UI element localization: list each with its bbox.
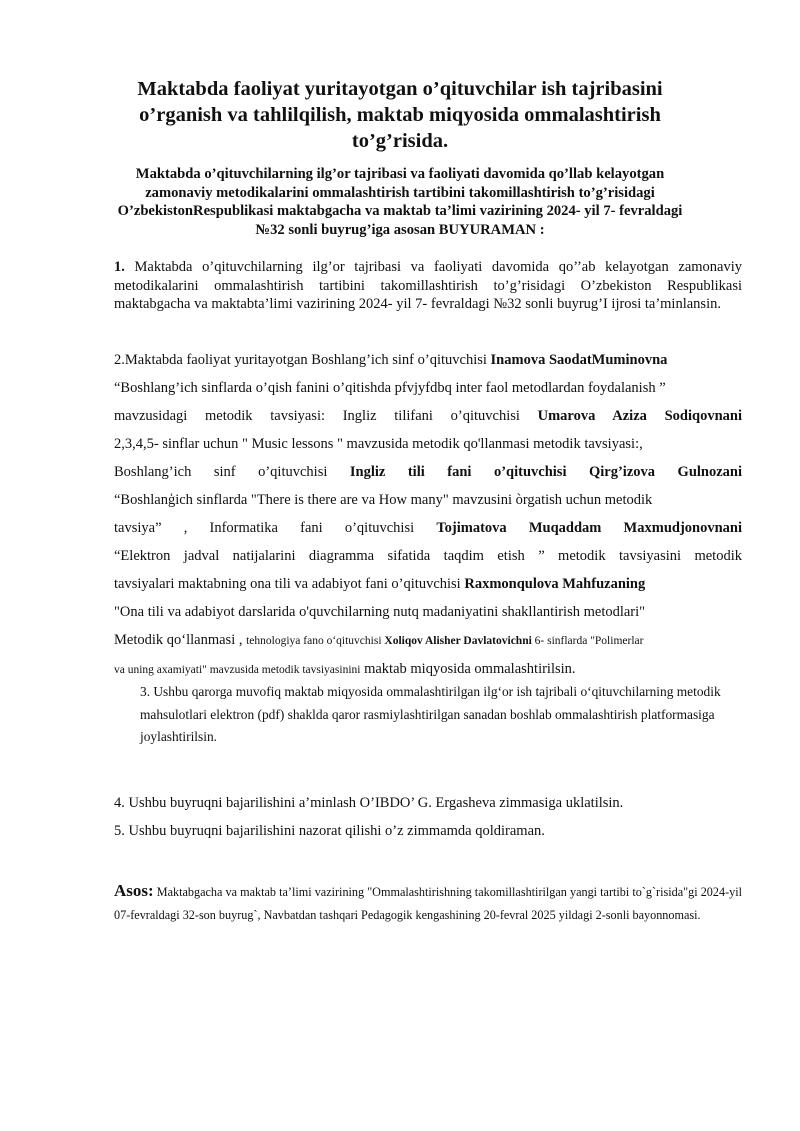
item-2-line-11-small-2: 6- sinflarda "Polimerlar xyxy=(531,635,644,647)
title-line-1: Maktabda faoliyat yuritayotgan o’qituvchilar ish tajribasini xyxy=(137,78,663,100)
teacher-name-raxmonqulova: Raxmonqulova Mahfuzaning xyxy=(464,576,646,592)
teacher-name-xoliqov: Xoliqov Alisher Davlatovichni xyxy=(384,635,532,647)
title-line-2: o’rganish va tahlilqilish, maktab miqyosida ommalashtirish xyxy=(139,104,661,126)
item-1-text: Maktabda o’qituvchilarning ilg’or tajribasi va faoliyati davomida qo’’ab kelayotgan zamonaviy metodikalarini ommalashtirish tartibini takomillashtirish to’g’risidagi O’zbekiston Respublikasi maktabgacha va maktabta’limi vazirining 2024- yil 7- fevraldagi №32 sonli buyrug’I ijrosi ta’minlansin. xyxy=(114,259,742,312)
item-2-line-5-text: Boshlang’ich sinf o’qituvchisi xyxy=(114,464,350,480)
item-2-line-7-text: tavsiya” , Informatika fani o’qituvchisi xyxy=(114,520,437,536)
item-2-line-1 xyxy=(114,346,742,374)
subtitle-line-3: O’zbekistonRespublikasi maktabgacha va maktab ta’limi vazirining 2024- yil 7- fevraldagi xyxy=(117,203,683,219)
order-item-3: 3. Ushbu qarorga muvofiq maktab miqyosida ommalashtirilgan ilg‘or ish tajribali o‘qituvchilarning metodik mahsulotlari elektron (pdf) shaklda qaror rasmiylashtirilgan sanadan boshlab ommalashtirish platformasiga joylashtirilsin. xyxy=(140,684,721,744)
item-2-line-9-text: tavsiyalari maktabning ona tili va adabiyot fani o’qituvchisi xyxy=(114,576,465,592)
item-2-line-3-text: mavzusidagi metodik tavsiyasi: Ingliz tilifani o’qituvchisi xyxy=(114,408,538,424)
item-2-line-11-small: tehnologiya fano o‘qituvchisi xyxy=(246,635,385,647)
teacher-name-qirgizova: Ingliz tili fani o’qituvchisi Qirg’izova Gulnozani xyxy=(349,464,742,480)
basis-text: Maktabgacha va maktab ta’limi vazirining "Ommalashtirishning takomillashtirilgan yangi tartibi to`g`risida"gi 2024-yil 07-fevraldagi 32-son buyrug`, Navbatdan tashqari Pedagogik kengashining 20-fevral 2025 yildagi 2-sonli bayonnomasi. xyxy=(114,885,742,922)
order-item-1 xyxy=(114,258,742,314)
basis-note xyxy=(114,879,742,927)
item-2-line-2: “Boshlang’ich sinflarda o’qish fanini o’qitishda pfvjyfdbq inter faol metodlardan foydalanish ” xyxy=(114,380,666,396)
order-item-2 xyxy=(114,346,742,684)
item-2-line-4: 2,3,4,5- sinflar uchun " Music lessons " mavzusida metodik qo'llanmasi metodik tavsiyasi:, xyxy=(114,436,643,452)
item-2-line-8: “Elektron jadval natijalarini diagramma sifatida taqdim etish ” metodik tavsiyasini metodik xyxy=(114,548,742,564)
item-2-line-1-text: 2.Maktabda faoliyat yuritayotgan Boshlang’ich sinf o’qituvchisi xyxy=(114,352,491,368)
item-2-line-5 xyxy=(114,458,742,486)
item-2-line-11 xyxy=(114,626,742,655)
item-2-line-12-small: va uning axamiyati" mavzusida metodik tavsiyasinini xyxy=(114,664,361,676)
basis-label: Asos: xyxy=(114,881,154,900)
teacher-name-umarova: Umarova Aziza Sodiqovnani xyxy=(537,408,742,424)
item-2-line-9 xyxy=(114,570,742,598)
item-2-line-7 xyxy=(114,514,742,542)
item-2-line-6: “Boshlanģich sinflarda "There is there are va How many" mavzusini òrgatish uchun metodik xyxy=(114,492,653,508)
teacher-name-tojimatova: Tojimatova Muqaddam Maxmudjonovnani xyxy=(436,520,742,536)
order-item-5: 5. Ushbu buyruqni bajarilishini nazorat qilishi o’z zimmamda qoldiraman. xyxy=(114,823,545,839)
item-2-line-12-text: maktab miqyosida ommalashtirilsin. xyxy=(360,661,576,677)
item-1-number: 1. xyxy=(114,259,125,275)
title-line-3: to’g’risida. xyxy=(351,130,449,152)
teacher-name-inamova: Inamova SaodatMuminovna xyxy=(490,352,668,368)
subtitle-line-2: zamonaviy metodikalarini ommalashtirish tartibini takomillashtirish to’g’risidagi xyxy=(145,184,655,201)
subtitle-line-1: Maktabda o’qituvchilarning ilg’or tajribasi va faoliyati davomida qo’llab kelayotgan xyxy=(135,166,665,182)
document-subtitle xyxy=(112,165,688,239)
item-2-line-3 xyxy=(114,402,742,430)
item-2-line-11-text: Metodik qo‘llanmasi , xyxy=(114,632,247,648)
item-2-line-10: "Ona tili va adabiyot darslarida o'quvchilarning nutq madaniyatini shakllantirish metodlari" xyxy=(114,604,646,620)
item-2-line-12 xyxy=(114,655,742,684)
subtitle-line-4: №32 sonli buyrug’iga asosan BUYURAMAN : xyxy=(255,221,545,238)
document-title xyxy=(100,76,700,154)
order-item-4: 4. Ushbu buyruqni bajarilishini a’minlash O’IBDO’ G. Ergasheva zimmasiga uklatilsin. xyxy=(114,795,624,811)
